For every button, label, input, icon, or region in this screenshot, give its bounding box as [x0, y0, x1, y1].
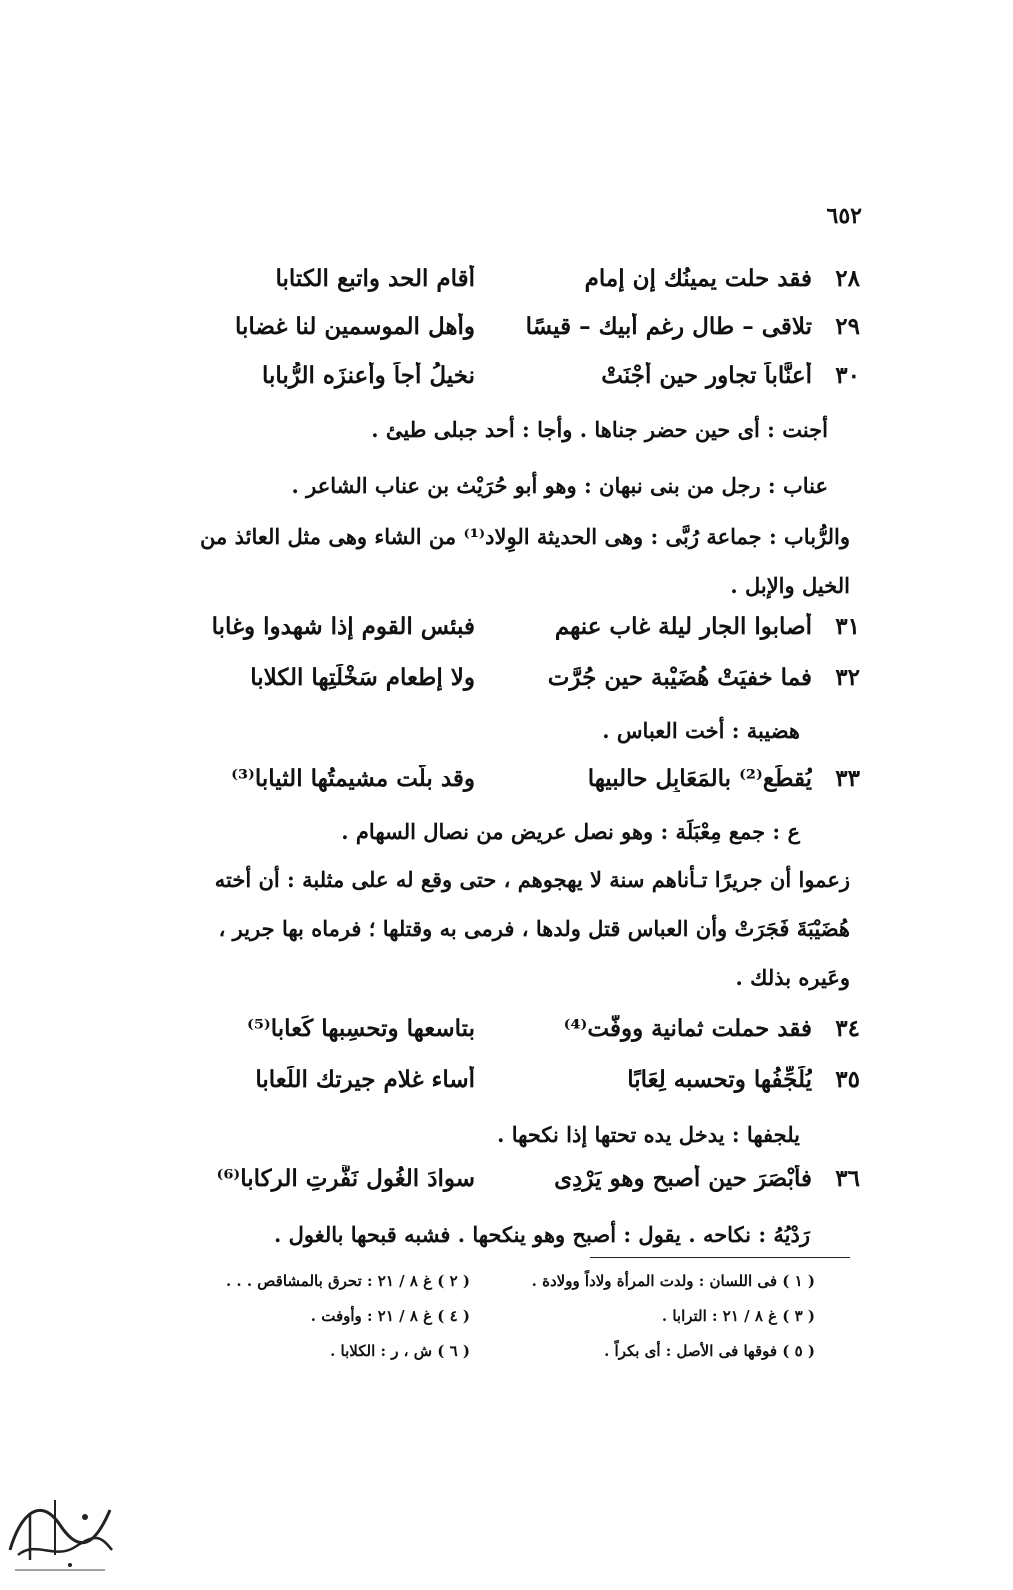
footnote: ( ٥ ) فوقها فى الأصل : أى بكراً . [604, 1342, 815, 1360]
verse-line [150, 1066, 860, 1106]
verse-second-hemistich: ولا إطعام سَخْلَتِها الكلابا [250, 664, 475, 691]
footnote: ( ١ ) فى اللسان : ولدت المرأة ولاداً وولادة . [531, 1272, 815, 1290]
verse-line [150, 664, 860, 704]
footnote: ( ٢ ) غ ٨ / ٢١ : تحرق بالمشاقص . . . [225, 1272, 470, 1290]
verse-first-hemistich: فقد حملت ثمانية ووفَّت⁽⁴⁾ [563, 1015, 812, 1042]
verse-number: ٣٤ [835, 1015, 860, 1042]
verse-first-hemistich: أصابوا الجار ليلة غاب عنهم [554, 613, 812, 640]
verse-number: ٢٨ [835, 265, 860, 292]
footnote-divider [590, 1257, 850, 1258]
page-number: ٦٥٢ [826, 203, 862, 229]
verse-second-hemistich: أساء غلام جيرتك اللِّعابا [255, 1066, 475, 1093]
verse-number: ٣١ [835, 613, 860, 640]
verse-number: ٣٠ [835, 362, 860, 389]
gloss-paragraph: أجنت : أى حين حضر جناها . وأجا : أحد جبلى طيئ . [371, 417, 828, 442]
verse-second-hemistich: فبئس القوم إذا شهدوا وغابا [211, 613, 475, 640]
verse-number: ٣٢ [835, 664, 860, 691]
verse-number: ٢٩ [835, 313, 860, 340]
gloss-paragraph: ع : جمع مِعْبَلَة : وهو نصل عريض من نصال السهام . [341, 819, 800, 844]
gloss-paragraph: رَدْيُهُ : نكاحه . يقول : أصبح وهو ينكحها . فشبه قبحها بالغول . [273, 1222, 810, 1247]
verse-second-hemistich: سوادَ الغُول نَفَّرتِ الركابا⁽⁶⁾ [216, 1165, 475, 1192]
gloss-paragraph: هضيبة : أخت العباس . [602, 718, 800, 743]
verse-first-hemistich: تلاقى – طال رغم أبيك – قيسًا [525, 313, 812, 340]
verse-second-hemistich: نخيلُ أجاً وأعنزَه الرُّبابا [261, 362, 475, 389]
verse-line [150, 1165, 860, 1205]
verse-line [150, 313, 860, 353]
gloss-paragraph: والرُّباب : جماعة رُبَّى : وهى الحديثة الوِلاد⁽¹⁾ من الشاء وهى مثل العائذ من الخيل والإبل . [200, 524, 850, 598]
footnote: ( ٤ ) غ ٨ / ٢١ : وأوفت . [310, 1307, 470, 1325]
footnote: ( ٣ ) غ ٨ / ٢١ : الترابا . [661, 1307, 815, 1325]
gloss-paragraph: عناب : رجل من بنى نبهان : وهو أبو حُرَيْث بن عناب الشاعر . [291, 473, 828, 498]
footnote: ( ٦ ) ش ، ر : الكلابا . [330, 1342, 470, 1360]
verse-second-hemistich: أقام الحد واتبع الكتابا [275, 265, 475, 292]
verse-number: ٣٣ [835, 765, 860, 792]
verse-first-hemistich: فقد حلت يمينُك إن إمام [584, 265, 812, 292]
verse-number: ٣٥ [835, 1066, 860, 1093]
verse-second-hemistich: وأهل الموسمين لنا غضابا [234, 313, 475, 340]
verse-number: ٣٦ [835, 1165, 860, 1192]
verse-line [150, 265, 860, 305]
verse-first-hemistich: يُقطِّع⁽²⁾ بالمَعَابِل حالبيها [587, 765, 812, 792]
verse-first-hemistich: أعنَّاباً تجاور حين أجْنَتْ [601, 362, 812, 389]
verse-line [150, 613, 860, 653]
gloss-paragraph: زعموا أن جريرًا تـأناهم سنة لا يهجوهم ، حتى وقع له على مثلبة : أن أخته هُضَيْبَةَ فَجَرَتْ وأن العباس قتل ولدها ، فرمى به وقتلها ؛ فرماه بها جرير ، وعَيره بذلك . [214, 867, 850, 990]
verse-first-hemistich: يُلَجِّفُها وتحسبه لِعَابًا [627, 1066, 812, 1093]
gloss-paragraph: يلجفها : يدخل يده تحتها إذا نكحها . [497, 1122, 800, 1147]
verse-first-hemistich: فأبْصَرَ حين أصبح وهو يَرْدِى [554, 1165, 812, 1192]
verse-first-hemistich: فما خفيَتْ هُضَيْبة حين جُرَّت [547, 664, 812, 691]
verse-line [150, 1015, 860, 1055]
verse-line [150, 362, 860, 402]
verse-line [150, 765, 860, 805]
verse-second-hemistich: وقد بلَّت مشيمتُها الثيابا⁽³⁾ [231, 765, 475, 792]
verse-second-hemistich: بتاسعها وتحسِبها كَعابا⁽⁵⁾ [246, 1015, 475, 1042]
library-stamp-logo [0, 1455, 120, 1580]
